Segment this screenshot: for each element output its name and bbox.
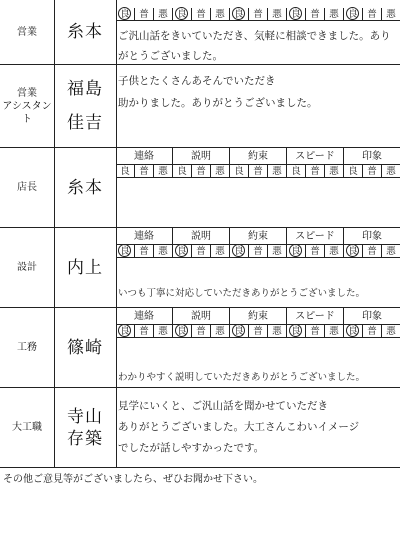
category-header: 説明 xyxy=(173,228,230,244)
selected-circle-mark xyxy=(289,324,302,337)
rating-option[interactable]: 普 xyxy=(192,245,211,258)
category-headers xyxy=(116,308,400,325)
rating-option[interactable]: 悪 xyxy=(154,165,173,178)
staff-name-line: 篠崎 xyxy=(67,337,103,358)
selected-circle-mark xyxy=(175,244,188,257)
rating-option[interactable]: 悪 xyxy=(325,325,344,338)
category-header: 約束 xyxy=(230,228,287,244)
rating-option[interactable]: 良 xyxy=(287,325,306,338)
row-construction xyxy=(0,308,400,388)
role-label: 営業 アシスタント xyxy=(0,65,55,147)
comment-text: わかりやすく説明していただきありがとうございました。 xyxy=(118,372,366,383)
selected-circle-mark xyxy=(118,244,131,257)
category-header: 説明 xyxy=(173,308,230,324)
rating-option[interactable]: 良 xyxy=(344,8,363,21)
rating-option[interactable]: 悪 xyxy=(211,165,230,178)
role-label: 設計 xyxy=(0,228,55,307)
staff-name xyxy=(54,388,117,467)
category-headers xyxy=(116,148,400,165)
rating-grid xyxy=(116,325,400,338)
category-header: スピード xyxy=(287,148,344,164)
rating-option[interactable]: 良 xyxy=(116,8,135,21)
rating-option[interactable]: 悪 xyxy=(211,8,230,21)
selected-circle-mark xyxy=(175,7,188,20)
staff-name-line: 糸本 xyxy=(67,22,103,42)
selected-circle-mark xyxy=(346,244,359,257)
rating-option[interactable]: 普 xyxy=(249,325,268,338)
selected-circle-mark xyxy=(232,244,245,257)
selected-circle-mark xyxy=(346,7,359,20)
category-header: 約束 xyxy=(230,308,287,324)
row-sales-assistant xyxy=(0,65,400,148)
staff-name xyxy=(54,65,117,147)
rating-option[interactable]: 悪 xyxy=(154,8,173,21)
rating-option[interactable]: 悪 xyxy=(211,325,230,338)
rating-option[interactable]: 悪 xyxy=(268,8,287,21)
category-header: スピード xyxy=(287,228,344,244)
rating-option[interactable]: 普 xyxy=(249,165,268,178)
rating-option[interactable]: 良 xyxy=(230,325,249,338)
category-header: 連絡 xyxy=(116,308,173,324)
staff-name xyxy=(54,308,117,387)
staff-name xyxy=(54,148,117,227)
category-header: 印象 xyxy=(362,151,382,162)
category-header: スピード xyxy=(287,308,344,324)
rating-option[interactable]: 悪 xyxy=(325,165,344,178)
staff-name-line: 存築 xyxy=(67,428,103,449)
rating-option[interactable]: 普 xyxy=(135,8,154,21)
rating-option[interactable]: 普 xyxy=(249,8,268,21)
rating-option[interactable]: 普 xyxy=(363,245,382,258)
rating-option[interactable]: 悪 xyxy=(268,325,287,338)
rating-option[interactable]: 良 xyxy=(116,165,135,178)
rating-option[interactable]: 普 xyxy=(192,165,211,178)
row-sales xyxy=(0,0,400,65)
rating-option[interactable]: 良 xyxy=(230,165,249,178)
comment-text: 子供とたくさんあそんでいただき 助かりました。ありがとうございました。 xyxy=(118,75,318,109)
selected-circle-mark xyxy=(346,324,359,337)
role-label: 店長 xyxy=(0,148,55,227)
rating-option[interactable]: 普 xyxy=(306,165,325,178)
role-label: 大工職 xyxy=(0,388,55,467)
rating-option[interactable]: 普 xyxy=(135,245,154,258)
rating-grid xyxy=(116,8,400,21)
other-comments-prompt: その他ご意見等がございましたら、ぜひお聞かせ下さい。 xyxy=(3,474,263,485)
rating-option[interactable]: 悪 xyxy=(154,245,173,258)
row-design xyxy=(0,228,400,308)
rating-grid xyxy=(116,245,400,258)
rating-option[interactable]: 普 xyxy=(135,325,154,338)
role-label: 工務 xyxy=(0,308,55,387)
selected-circle-mark xyxy=(289,7,302,20)
rating-option[interactable]: 悪 xyxy=(382,8,400,21)
rating-option[interactable]: 悪 xyxy=(325,245,344,258)
category-header: 印象 xyxy=(362,231,382,242)
category-header: 連絡 xyxy=(116,148,173,164)
comment-text: 見学にいくと、ご汎山話を聞かせていただき ありがとうございました。大工さんこわいイメージ でしたが話しやすかったです。 xyxy=(118,400,360,454)
category-headers xyxy=(116,228,400,245)
rating-option[interactable]: 普 xyxy=(363,165,382,178)
selected-circle-mark xyxy=(118,7,131,20)
rating-option[interactable]: 悪 xyxy=(325,8,344,21)
rating-option[interactable]: 良 xyxy=(173,165,192,178)
selected-circle-mark xyxy=(175,324,188,337)
rating-option[interactable]: 良 xyxy=(116,325,135,338)
rating-option[interactable]: 普 xyxy=(363,8,382,21)
rating-option[interactable]: 普 xyxy=(306,8,325,21)
rating-option[interactable]: 悪 xyxy=(154,325,173,338)
rating-grid xyxy=(116,165,400,178)
rating-option[interactable]: 悪 xyxy=(382,165,400,178)
rating-option[interactable]: 普 xyxy=(306,325,325,338)
rating-option[interactable]: 良 xyxy=(287,8,306,21)
rating-option[interactable]: 良 xyxy=(287,245,306,258)
staff-name-line: 佳吉 xyxy=(67,113,103,133)
rating-option[interactable]: 良 xyxy=(173,325,192,338)
rating-option[interactable]: 普 xyxy=(363,325,382,338)
category-header: 約束 xyxy=(230,148,287,164)
selected-circle-mark xyxy=(232,7,245,20)
row-store-manager xyxy=(0,148,400,228)
rating-option[interactable]: 普 xyxy=(192,8,211,21)
rating-option[interactable]: 良 xyxy=(230,245,249,258)
staff-name xyxy=(54,0,117,64)
staff-name-line: 福島 xyxy=(67,79,103,99)
rating-option[interactable]: 良 xyxy=(173,245,192,258)
selected-circle-mark xyxy=(118,324,131,337)
rating-option[interactable]: 良 xyxy=(173,8,192,21)
rating-option[interactable]: 良 xyxy=(230,8,249,21)
staff-name-line: 糸本 xyxy=(67,177,103,198)
rating-option[interactable]: 良 xyxy=(344,325,363,338)
category-header: 説明 xyxy=(173,148,230,164)
category-header: 印象 xyxy=(362,311,382,322)
category-header: 連絡 xyxy=(116,228,173,244)
rating-option[interactable]: 普 xyxy=(249,245,268,258)
row-carpenter xyxy=(0,388,400,467)
rating-option[interactable]: 普 xyxy=(192,325,211,338)
staff-name xyxy=(54,228,117,307)
selected-circle-mark xyxy=(232,324,245,337)
rating-option[interactable]: 普 xyxy=(306,245,325,258)
role-label: 営業 xyxy=(0,0,55,64)
rating-option[interactable]: 良 xyxy=(344,245,363,258)
selected-circle-mark xyxy=(289,244,302,257)
rating-option[interactable]: 良 xyxy=(116,245,135,258)
rating-option[interactable]: 悪 xyxy=(268,245,287,258)
rating-option[interactable]: 良 xyxy=(287,165,306,178)
rating-option[interactable]: 悪 xyxy=(268,165,287,178)
rating-option[interactable]: 悪 xyxy=(382,245,400,258)
comment-text: ご汎山話をきいていただき、気軽に相談できました。ありがとうございました。 xyxy=(118,30,391,62)
rating-option[interactable]: 良 xyxy=(344,165,363,178)
staff-name-line: 内上 xyxy=(67,257,103,278)
rating-option[interactable]: 普 xyxy=(135,165,154,178)
comment-text: いつも丁寧に対応していただきありがとうございました。 xyxy=(118,288,366,299)
rating-option[interactable]: 悪 xyxy=(211,245,230,258)
staff-name-line: 寺山 xyxy=(67,406,103,427)
other-comments-box[interactable] xyxy=(0,467,400,534)
rating-option[interactable]: 悪 xyxy=(382,325,400,338)
